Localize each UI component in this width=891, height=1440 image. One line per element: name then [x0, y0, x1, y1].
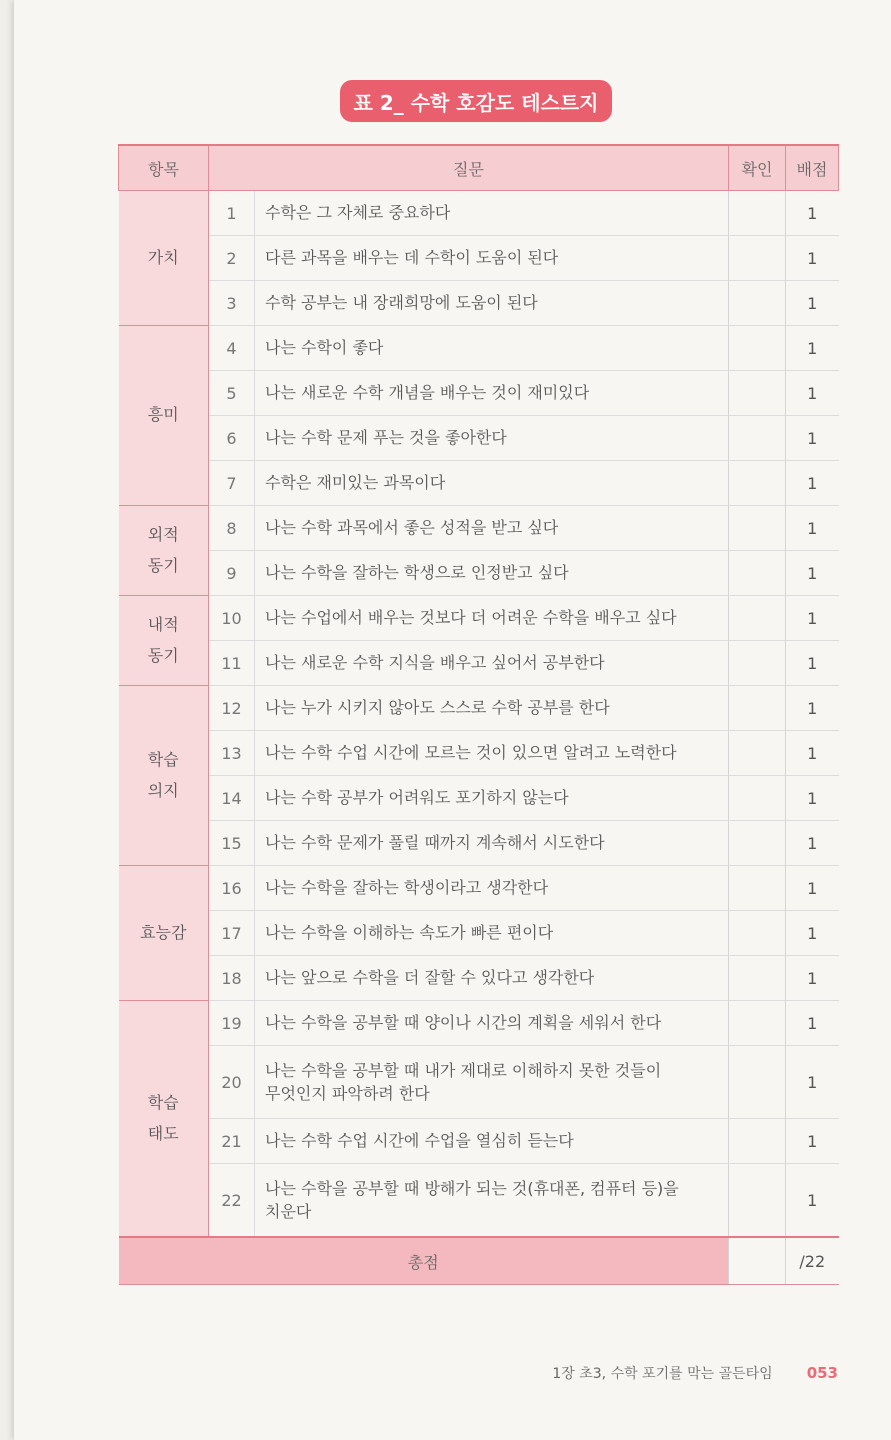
page-number: 053	[806, 1364, 838, 1382]
score-cell: 1	[786, 731, 839, 776]
question-text: 나는 수학 문제 푸는 것을 좋아한다	[255, 416, 729, 461]
header-score: 배점	[786, 145, 839, 191]
question-text: 나는 수업에서 배우는 것보다 더 어려운 수학을 배우고 싶다	[255, 596, 729, 641]
book-page	[14, 0, 891, 1440]
question-text: 나는 수학을 이해하는 속도가 빠른 편이다	[255, 911, 729, 956]
score-cell: 1	[786, 776, 839, 821]
score-cell: 1	[786, 236, 839, 281]
score-cell: 1	[786, 461, 839, 506]
table-row	[119, 191, 839, 236]
score-cell: 1	[786, 641, 839, 686]
score-cell: 1	[786, 1046, 839, 1119]
check-cell[interactable]	[729, 596, 786, 641]
question-number: 12	[209, 686, 255, 731]
question-number: 18	[209, 956, 255, 1001]
check-cell[interactable]	[729, 911, 786, 956]
check-cell[interactable]	[729, 416, 786, 461]
table-row	[119, 686, 839, 731]
table-row	[119, 551, 839, 596]
score-cell: 1	[786, 596, 839, 641]
category-cell: 흥미	[119, 326, 209, 506]
question-number: 17	[209, 911, 255, 956]
check-cell[interactable]	[729, 506, 786, 551]
question-number: 4	[209, 326, 255, 371]
score-cell: 1	[786, 911, 839, 956]
question-text: 나는 수학을 공부할 때 방해가 되는 것(휴대폰, 컴퓨터 등)을 치운다	[255, 1164, 729, 1238]
question-text: 나는 누가 시키지 않아도 스스로 수학 공부를 한다	[255, 686, 729, 731]
table-row	[119, 281, 839, 326]
question-text: 나는 수학 공부가 어려워도 포기하지 않는다	[255, 776, 729, 821]
question-text: 수학은 그 자체로 중요하다	[255, 191, 729, 236]
table-header-row	[119, 145, 839, 191]
question-text: 나는 새로운 수학 지식을 배우고 싶어서 공부한다	[255, 641, 729, 686]
question-text: 나는 수학이 좋다	[255, 326, 729, 371]
check-cell[interactable]	[729, 1164, 786, 1238]
question-text: 나는 수학을 잘하는 학생으로 인정받고 싶다	[255, 551, 729, 596]
question-text: 나는 수학을 잘하는 학생이라고 생각한다	[255, 866, 729, 911]
question-text: 나는 수학 수업 시간에 수업을 열심히 듣는다	[255, 1119, 729, 1164]
total-row	[119, 1237, 839, 1285]
score-cell: 1	[786, 1119, 839, 1164]
question-text: 수학은 재미있는 과목이다	[255, 461, 729, 506]
question-number: 6	[209, 416, 255, 461]
question-text: 다른 과목을 배우는 데 수학이 도움이 된다	[255, 236, 729, 281]
check-cell[interactable]	[729, 1001, 786, 1046]
question-number: 9	[209, 551, 255, 596]
score-cell: 1	[786, 821, 839, 866]
table-row	[119, 416, 839, 461]
check-cell[interactable]	[729, 326, 786, 371]
header-category: 항목	[119, 145, 209, 191]
question-text: 수학 공부는 내 장래희망에 도움이 된다	[255, 281, 729, 326]
question-number: 21	[209, 1119, 255, 1164]
question-number: 11	[209, 641, 255, 686]
table-row	[119, 371, 839, 416]
question-text: 나는 수학 과목에서 좋은 성적을 받고 싶다	[255, 506, 729, 551]
question-number: 16	[209, 866, 255, 911]
check-cell[interactable]	[729, 191, 786, 236]
score-cell: 1	[786, 686, 839, 731]
score-cell: 1	[786, 1001, 839, 1046]
table-row	[119, 731, 839, 776]
question-number: 14	[209, 776, 255, 821]
check-cell[interactable]	[729, 776, 786, 821]
question-number: 19	[209, 1001, 255, 1046]
table-row	[119, 776, 839, 821]
score-cell: 1	[786, 191, 839, 236]
question-text: 나는 수학을 공부할 때 내가 제대로 이해하지 못한 것들이 무엇인지 파악하려 한다	[255, 1046, 729, 1119]
total-label: 총점	[119, 1237, 729, 1285]
question-text: 나는 수학을 공부할 때 양이나 시간의 계획을 세워서 한다	[255, 1001, 729, 1046]
table-row	[119, 326, 839, 371]
score-cell: 1	[786, 866, 839, 911]
check-cell[interactable]	[729, 371, 786, 416]
total-check-cell	[729, 1237, 786, 1285]
survey-table	[118, 144, 839, 1285]
table-row	[119, 1001, 839, 1046]
table-row	[119, 641, 839, 686]
question-text: 나는 새로운 수학 개념을 배우는 것이 재미있다	[255, 371, 729, 416]
check-cell[interactable]	[729, 956, 786, 1001]
question-number: 15	[209, 821, 255, 866]
table-row	[119, 596, 839, 641]
table-row	[119, 866, 839, 911]
score-cell: 1	[786, 281, 839, 326]
check-cell[interactable]	[729, 866, 786, 911]
score-cell: 1	[786, 1164, 839, 1238]
score-cell: 1	[786, 956, 839, 1001]
score-cell: 1	[786, 416, 839, 461]
table-row	[119, 1164, 839, 1238]
question-number: 5	[209, 371, 255, 416]
score-cell: 1	[786, 551, 839, 596]
table-row	[119, 911, 839, 956]
question-text: 나는 수학 문제가 풀릴 때까지 계속해서 시도한다	[255, 821, 729, 866]
table-row	[119, 506, 839, 551]
question-number: 2	[209, 236, 255, 281]
table-row	[119, 821, 839, 866]
check-cell[interactable]	[729, 281, 786, 326]
table-row	[119, 956, 839, 1001]
table-title: 표 2_ 수학 호감도 테스트지	[340, 80, 612, 122]
check-cell[interactable]	[729, 641, 786, 686]
check-cell[interactable]	[729, 731, 786, 776]
page-footer	[484, 1363, 838, 1383]
question-number: 10	[209, 596, 255, 641]
question-number: 7	[209, 461, 255, 506]
score-cell: 1	[786, 506, 839, 551]
category-cell: 내적 동기	[119, 596, 209, 686]
category-cell: 가치	[119, 191, 209, 326]
chapter-title: 1장 초3, 수학 포기를 막는 골든타임	[552, 1366, 773, 1382]
question-number: 1	[209, 191, 255, 236]
question-number: 22	[209, 1164, 255, 1238]
table-row	[119, 461, 839, 506]
header-check: 확인	[729, 145, 786, 191]
check-cell[interactable]	[729, 551, 786, 596]
question-number: 3	[209, 281, 255, 326]
category-cell: 학습 태도	[119, 1001, 209, 1238]
question-text: 나는 앞으로 수학을 더 잘할 수 있다고 생각한다	[255, 956, 729, 1001]
category-cell: 효능감	[119, 866, 209, 1001]
table-row	[119, 1119, 839, 1164]
total-score: /22	[786, 1237, 839, 1285]
check-cell[interactable]	[729, 1119, 786, 1164]
question-number: 13	[209, 731, 255, 776]
question-number: 8	[209, 506, 255, 551]
score-cell: 1	[786, 326, 839, 371]
question-number: 20	[209, 1046, 255, 1119]
check-cell[interactable]	[729, 821, 786, 866]
table-row	[119, 1046, 839, 1119]
check-cell[interactable]	[729, 461, 786, 506]
question-text: 나는 수학 수업 시간에 모르는 것이 있으면 알려고 노력한다	[255, 731, 729, 776]
category-cell: 외적 동기	[119, 506, 209, 596]
score-cell: 1	[786, 371, 839, 416]
table-body	[119, 191, 839, 1238]
category-cell: 학습 의지	[119, 686, 209, 866]
check-cell[interactable]	[729, 686, 786, 731]
table-row	[119, 236, 839, 281]
check-cell[interactable]	[729, 1046, 786, 1119]
header-question: 질문	[209, 145, 729, 191]
check-cell[interactable]	[729, 236, 786, 281]
